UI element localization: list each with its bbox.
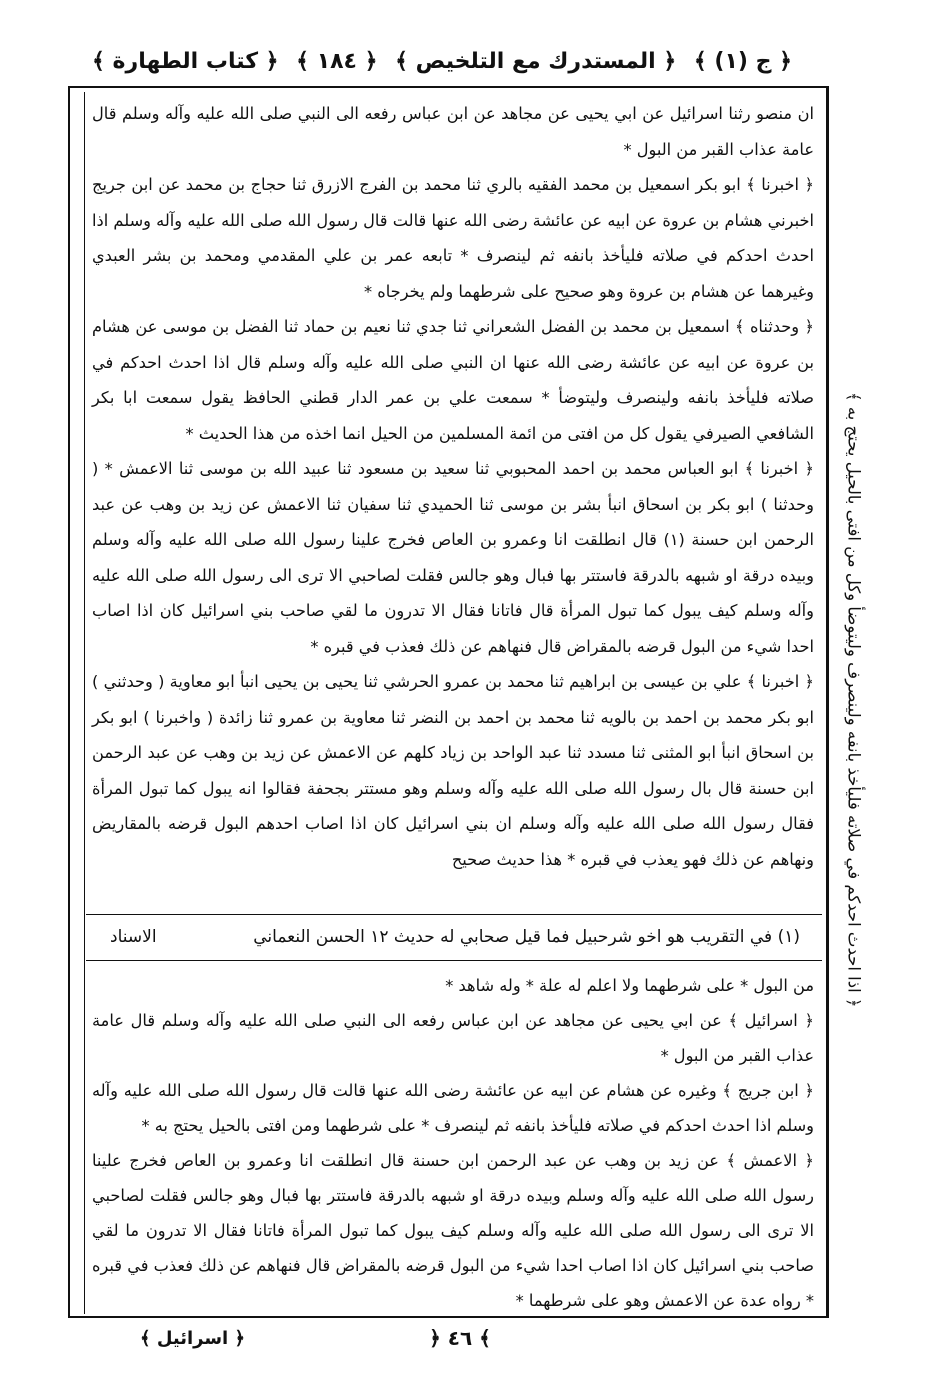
main-paragraph: ﴿ وحدثناه ﴾ اسمعيل بن محمد بن الفضل الشعراني ثنا جدي ثنا نعيم بن حماد ثنا الفضل بن موسى عن هشام بن عروة عن ابيه عن عائشة رضى الله عنها ان النبي صلى الله عليه وآله وسلم قال اذا احدث احدكم في صلاته فليأخذ بانفه ولينصرف وليتوضأ * سمعت علي بن عمر الدار قطني الحافظ يقول سمعت ابا بكر الشافعي الصيرفي يقول كل من افتى من ائمة المسلمين من الحيل انما اخذه من هذا الحديث * <box>92 317 814 443</box>
catchword: ﴿ اسرائيل ﴾ <box>140 1328 246 1349</box>
summary-paragraph: من البول * على شرطهما ولا اعلم له علة * وله شاهد * <box>445 976 814 995</box>
summary-text <box>92 968 814 1318</box>
main-paragraph: ﴿ اخبرنا ﴾ ابو بكر اسمعيل بن محمد الفقيه بالري ثنا محمد بن الفرج الازرق ثنا حجاج بن محمد عن ابن جريج اخبرني هشام بن عروة عن ابيه عن عائشة رضى الله عنها قالت قال رسول الله صلى الله عليه وآله وسلم اذا احدث احدكم في صلاته فليأخذ بانفه ثم لينصرف * تابعه عمر بن علي المقدمي ومحمد بن بشر العبدي وغيرهما عن هشام بن عروة وهو صحيح على شرطهما ولم يخرجاه * <box>92 175 814 301</box>
book-title: ﴿ المستدرك مع التلخيص ﴾ <box>395 48 677 74</box>
page-reference: ﴿ ١٨٤ ﴾ <box>296 48 378 74</box>
summary-divider <box>86 960 822 961</box>
summary-paragraph: ﴿ اسرائيل ﴾ عن ابي يحيى عن مجاهد عن ابن عباس رفعه الى النبي صلى الله عليه وآله وسلم قال عامة عذاب القبر من البول * <box>92 1011 814 1065</box>
running-header <box>92 38 792 84</box>
volume-label: ﴿ ج (١) ﴾ <box>693 48 792 74</box>
margin-note-text: ﴿ اذا احدث احدكم في صلاته فليأخذ بانفه ولينصرف وليتوضأ وكل من افتى بالحيل يحتج به ﴾ <box>844 392 864 1008</box>
summary-paragraph: ﴿ ابن جريج ﴾ وغيره عن هشام عن ابيه عن عائشة رضى الله عنها قالت قال رسول الله صلى الله عليه وآله وسلم اذا احدث احدكم في صلاته فليأخذ بانفه ثم لينصرف * على شرطهما ومن افتى بالحيل يحتج به * <box>92 1081 814 1135</box>
chapter-title: ﴿ كتاب الطهارة ﴾ <box>92 48 279 74</box>
page-number: ﴿ ٤٦ ﴾ <box>429 1326 491 1350</box>
margin-note <box>826 350 882 1050</box>
main-paragraph: ان منصو رثنا اسرائيل عن ابي يحيى عن مجاهد عن ابن عباس رفعه الى النبي صلى الله عليه وآله وسلم قال عامة عذاب القبر من البول * <box>92 104 814 159</box>
footnote <box>110 918 800 956</box>
footnote-divider <box>86 914 822 915</box>
summary-paragraph: ﴿ الاعمش ﴾ عن زيد بن وهب عن عبد الرحمن ابن حسنة قال انطلقت انا وعمرو بن العاص فخرج علينا رسول الله صلى الله عليه وآله وسلم وبيده درقة او شبهه بالدرقة فاستتر بها فبال وهو جالس فقلت لصاحبي الا ترى الى رسول الله صلى الله عليه وآله وسلم كيف يبول كما تبول المرأة فاتانا فقال الا تدرون ما لقي صاحب بني اسرائيل كان اذا اصاب احدا شيء من البول قرضه بالمقراض قال فنهاهم عن ذلك فعذب في قبره * رواه عدة عن الاعمش وهو على شرطهما * <box>92 1151 814 1310</box>
footnote-text: (١) في التقريب هو اخو شرحبيل فما قيل صحابي له حديث ١٢ الحسن النعماني <box>253 927 800 947</box>
footnote-tail: الاسناد <box>110 927 157 947</box>
main-text <box>92 96 814 877</box>
main-paragraph: ﴿ اخبرنا ﴾ ابو العباس محمد بن احمد المحبوبي ثنا سعيد بن مسعود ثنا عبيد الله بن موسى ثنا الاعمش * ( وحدثنا ) ابو بكر بن اسحاق انبأ بشر بن موسى ثنا الحميدي ثنا سفيان ثنا الاعمش عن زيد بن وهب عن عبد الرحمن ابن حسنة (١) قال انطلقت انا وعمرو بن العاص فخرج علينا رسول الله صلى الله عليه وآله وسلم وبيده درقة او شبهه بالدرقة فاستتر بها فبال وهو جالس فقلت لصاحبي الا ترى الى رسول الله صلى الله عليه وآله وسلم كيف يبول كما تبول المرأة قال فاتانا فقال الا تدرون ما لقي صاحب بني اسرائيل كان اذا اصاب احدا شيء من البول قرضه بالمقراض قال فنهاهم عن ذلك فعذب في قبره * <box>92 459 814 656</box>
main-paragraph: ﴿ اخبرنا ﴾ علي بن عيسى بن ابراهيم ثنا محمد بن عمرو الحرشي ثنا يحيى بن يحيى انبأ ابو معاوية ( وحدثني ) ابو بكر محمد بن احمد بن بالويه ثنا محمد بن احمد بن النضر ثنا معاوية بن عمرو ثنا زائدة ( واخبرنا ) ابو بكر بن اسحاق انبأ ابو المثنى ثنا مسدد ثنا عبد الواحد بن زياد كلهم عن الاعمش عن زيد بن وهب عن عبد الرحمن ابن حسنة قال بال رسول الله صلى الله عليه وآله وسلم وهو مستتر بجحفة فقالوا انه يبول كما تبول المرأة فقال رسول الله صلى الله عليه وآله وسلم ان بني اسرائيل كان اذا اصاب احدهم البول قرضه بالمقاريض ونهاهم عن ذلك فهو يعذب في قبره * هذا حديث صحيح <box>92 672 814 869</box>
